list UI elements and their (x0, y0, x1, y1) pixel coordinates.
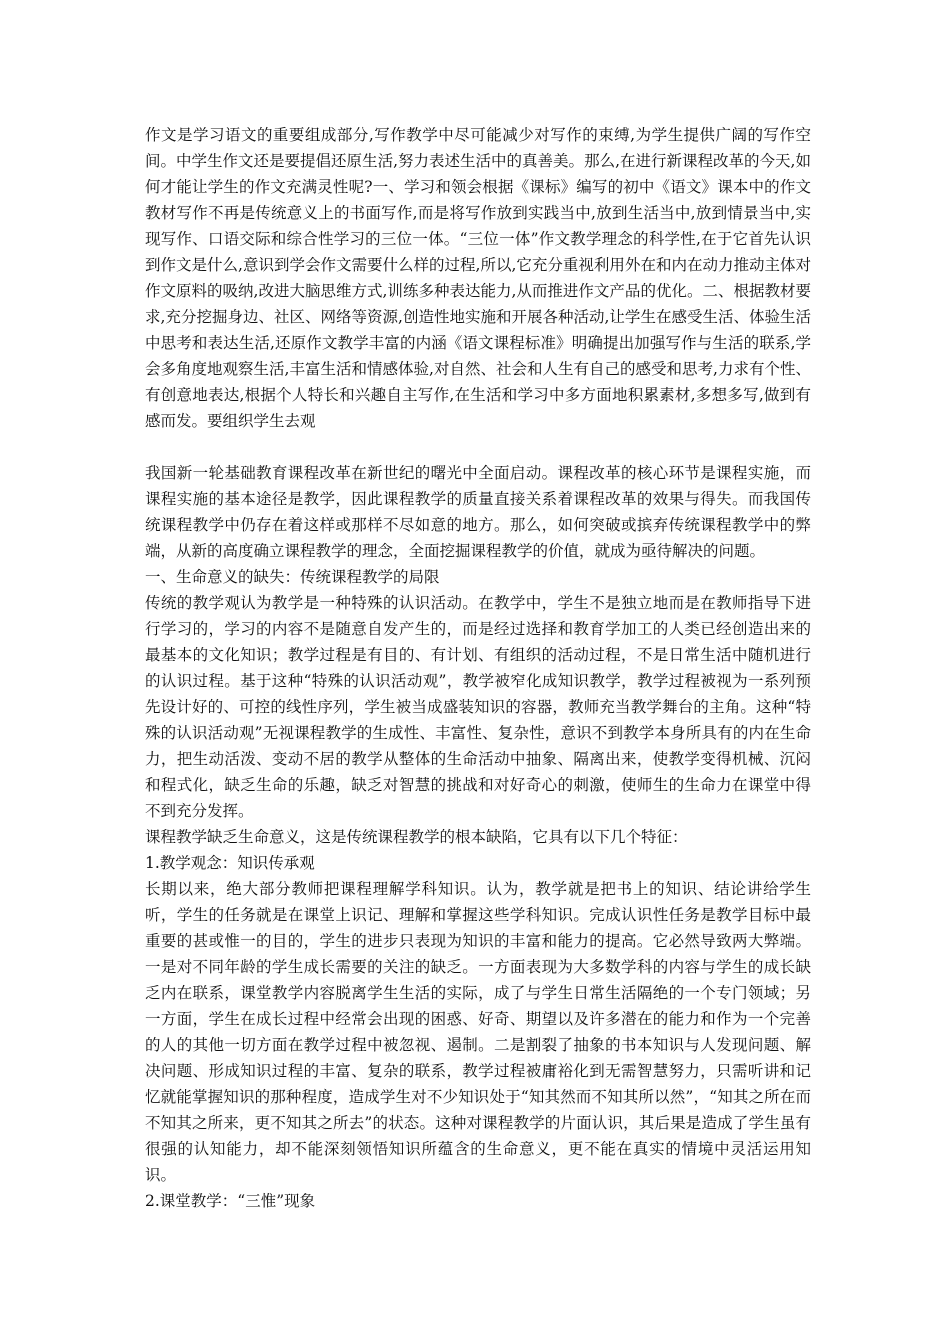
traditional-teaching-paragraph: 传统的教学观认为教学是一种特殊的认识活动。在教学中，学生不是独立地而是在教师指导下进行学习的，学习的内容不是随意自发产生的，而是经过选择和教育学加工的人类已经创造出来的最基本的文化知识；教学过程是有目的、有计划、有组织的活动过程，不是日常生活中随机进行的认识过程。基于这种“特殊的认识活动观”，教学被窄化成知识教学，教学过程被视为一系列预先设计好的、可控的线性序列，学生被当成盛装知识的容器，教师充当教学舞台的主角。这种“特殊的认识活动观”无视课程教学的生成性、丰富性、复杂性，意识不到教学本身所具有的内在生命力，把生动活泼、变动不居的教学从整体的生命活动中抽象、隔离出来，使教学变得机械、沉闷和程式化，缺乏生命的乐趣，缺乏对智慧的挑战和对好奇心的刺激，使师生的生命力在课堂中得不到充分发挥。 (145, 594, 811, 820)
section-heading-life-meaning: 一、生命意义的缺失：传统课程教学的局限 (145, 568, 440, 586)
essay-paragraph-writing-teaching: 作文是学习语文的重要组成部分,写作教学中尽可能减少对写作的束缚,为学生提供广阔的写作空间。中学生作文还是要提倡还原生活,努力表述生活中的真善美。那么,在进行新课程改革的今天,如何才能让学生的作文充满灵性呢?一、学习和领会根据《课标》编写的初中《语文》课本中的作文教材写作不再是传统意义上的书面写作,而是将写作放到实践当中,放到生活当中,放到情景当中,实现写作、口语交际和综合性学习的三位一体。“三位一体”作文教学理念的科学性,在于它首先认识到作文是什么,意识到学会作文需要什么样的过程,所以,它充分重视利用外在和内在动力推动主体对作文原料的吸纳,改进大脑思维方式,训练多种表达能力,从而推进作文产品的优化。二、根据教材要求,充分挖掘身边、社区、网络等资源,创造性地实施和开展各种活动,让学生在感受生活、体验生活中思考和表达生活,还原作文教学丰富的内涵《语文课程标准》明确提出加强写作与生活的联系,学会多角度地观察生活,丰富生活和情感体验,对自然、社会和人生有自己的感受和思考,力求有个性、有创意地表达,根据个人特长和兴趣自主写作,在生活和学习中多方面地积累素材,多想多写,做到有感而发。要组织学生去观 (145, 126, 811, 430)
subheading-knowledge-transmission: 1.教学观念：知识传承观 (145, 854, 315, 872)
curriculum-reform-intro: 我国新一轮基础教育课程改革在新世纪的曙光中全面启动。课程改革的核心环节是课程实施，而课程实施的基本途径是教学，因此课程教学的质量直接关系着课程改革的效果与得失。而我国传统课程教学中仍存在着这样或那样不尽如意的地方。那么，如何突破或摈弃传统课程教学中的弊端，从新的高度确立课程教学的理念，全面挖掘课程教学的价值，就成为亟待解决的问题。 (145, 464, 811, 560)
paragraph-gap (145, 434, 811, 460)
document-page (145, 122, 811, 1214)
defect-summary-paragraph: 课程教学缺乏生命意义，这是传统课程教学的根本缺陷，它具有以下几个特征： (145, 828, 688, 846)
knowledge-transmission-paragraph: 长期以来，绝大部分教师把课程理解学科知识。认为，教学就是把书上的知识、结论讲给学生听，学生的任务就是在课堂上识记、理解和掌握这些学科知识。完成认识性任务是教学目标中最重要的甚或惟一的目的，学生的进步只表现为知识的丰富和能力的提高。它必然导致两大弊端。一是对不同年龄的学生成长需要的关注的缺乏。一方面表现为大多数学科的内容与学生的成长缺乏内在联系，课堂教学内容脱离学生生活的实际，成了与学生日常生活隔绝的一个专门领域；另一方面，学生在成长过程中经常会出现的困惑、好奇、期望以及许多潜在的能力和作为一个完善的人的其他一切方面在教学过程中被忽视、遏制。二是割裂了抽象的书本知识与人发现问题、解决问题、形成知识过程的丰富、复杂的联系，教学过程被庸裕化到无需智慧努力，只需听讲和记忆就能掌握知识的那种程度，造成学生对不少知识处于“知其然而不知其所以然”，“知其之所在而不知其之所来，更不知其之所去”的状态。这种对课程教学的片面认识，其后果是造成了学生虽有很强的认知能力，却不能深刻领悟知识所蕴含的生命意义，更不能在真实的情境中灵活运用知识。 (145, 880, 811, 1184)
subheading-classroom-teaching: 2.课堂教学：“三惟”现象 (145, 1192, 316, 1210)
